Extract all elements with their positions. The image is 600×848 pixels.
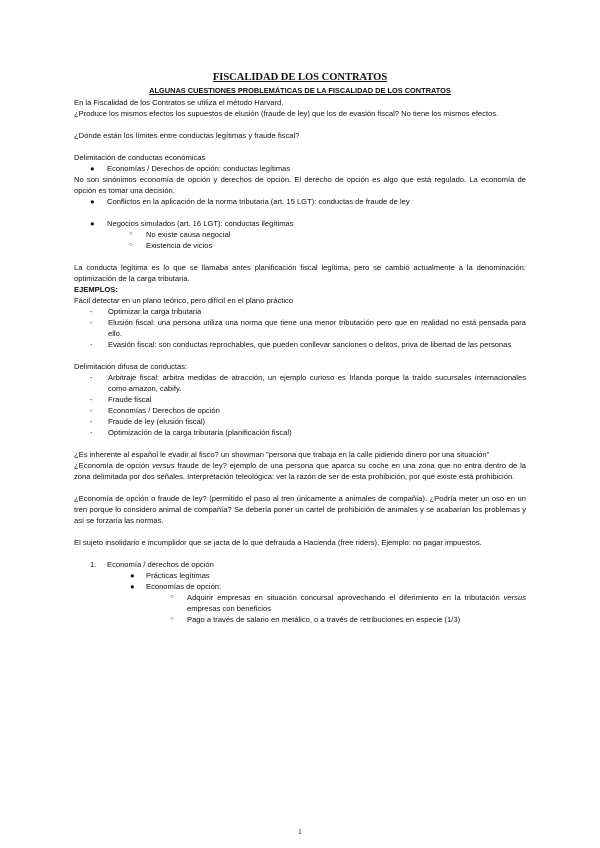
list-item-text: Optimización de la carga tributaria (planificación fiscal)	[108, 428, 292, 437]
list-item	[74, 592, 526, 614]
document-title: FISCALIDAD DE LOS CONTRATOS	[212, 72, 388, 83]
economies-text-a: Adquirir empresas en situación concursal aprovechando el diferimiento en la tributación	[187, 593, 504, 602]
list-item	[74, 306, 526, 317]
list-item-text: Economía / derechos de opción	[107, 560, 214, 569]
list-item-text: Economías de opción:	[146, 582, 222, 591]
economies-versus-italic: versus	[503, 593, 526, 602]
list-item	[74, 394, 526, 405]
list-item-text	[187, 593, 526, 613]
list-item-text: Fraude fiscal	[108, 395, 152, 404]
versus-italic: versus	[152, 461, 175, 470]
numbered-sub-list	[74, 570, 526, 592]
versus-paragraph	[74, 460, 526, 482]
list-item	[74, 427, 526, 438]
versus-text-b: fraude de ley? ejemplo de una persona que aparca su coche en una zona que no entra dentro de la zona delimitada por dos señales. Interpretación teleológica: ver la razón de ser de esta prohibición, por qué existe está prohibición.	[74, 461, 527, 481]
insolidario-paragraph: El sujeto insolidario e incumplidor que se jacta de lo que defrauda a Hacienda (free riders). Ejemplo: no pagar impuestos.	[74, 538, 482, 547]
dash-bullet-icon: -	[90, 406, 93, 415]
list-item-text: Economías / Derechos de opción: conductas legítimas	[107, 164, 291, 173]
legit-conduct-paragraph: La conducta legítima es lo que se llamaba antes planificación fiscal legítima, pero se cambió actualmente a la denominación: optimización de la carga tributaria.	[74, 263, 526, 283]
list-item	[74, 570, 526, 581]
list-item	[74, 240, 526, 251]
circle-bullet-icon: ○	[170, 594, 174, 600]
bullet-icon: ●	[130, 571, 135, 580]
list-item-text: Optimizar la carga tributaria	[108, 307, 202, 316]
examples-heading: EJEMPLOS:	[74, 285, 118, 294]
diffuse-heading: Delimitación difusa de conductas:	[74, 362, 188, 371]
list-item	[74, 163, 526, 174]
list-item	[74, 372, 526, 394]
showman-paragraph: ¿Es inherente al español le evadir al fisco? un showman "persona que trabaja en la calle pidiendo dinero por una situación"	[74, 450, 490, 459]
list-item	[74, 614, 526, 625]
dash-bullet-icon: -	[90, 307, 93, 316]
bullet-icon: ●	[90, 219, 95, 228]
examples-list	[74, 306, 526, 350]
dash-bullet-icon: -	[90, 340, 93, 349]
economies-list	[74, 592, 526, 625]
economies-text-b: empresas con beneficios	[187, 604, 271, 613]
list-item	[74, 317, 526, 339]
circle-bullet-icon: ○	[129, 242, 133, 248]
list-item	[74, 405, 526, 416]
circle-bullet-icon: ○	[129, 231, 133, 237]
dash-bullet-icon: -	[90, 428, 93, 437]
list-item	[74, 218, 526, 229]
document-subtitle: ALGUNAS CUESTIONES PROBLEMÁTICAS DE LA FISCALIDAD DE LOS CONTRATOS	[149, 86, 451, 95]
dash-bullet-icon: -	[90, 373, 93, 382]
conflicts-list	[74, 196, 526, 207]
list-item	[74, 559, 526, 570]
list-item	[74, 196, 526, 207]
examples-intro: Fácil detectar en un plano teórico, pero difícil en el plano práctico	[74, 296, 294, 305]
dash-bullet-icon: -	[90, 395, 93, 404]
list-item-text: Negocios simulados (art. 16 LGT): conductas ilegítimas	[107, 219, 294, 228]
list-item	[74, 581, 526, 592]
list-item-text: Economías / Derechos de opción	[108, 406, 220, 415]
document-body	[74, 72, 526, 625]
dash-bullet-icon: -	[90, 417, 93, 426]
question-limits: ¿Dónde están los límites entre conductas legítimas y fraude fiscal?	[74, 131, 300, 140]
list-item-text: Fraude de ley (elusión fiscal)	[108, 417, 206, 426]
simulated-list	[74, 218, 526, 229]
list-item-text: Evasión fiscal: son conductas reprochables, que pueden conllevar sanciones o delitos, priva de libertad de las personas	[108, 340, 512, 349]
list-item-text: Existencia de vicios	[146, 241, 213, 250]
delimitation-list	[74, 163, 526, 174]
list-item	[74, 339, 526, 350]
bullet-icon: ●	[90, 197, 95, 206]
question-elusion-evasion: ¿Produce los mismos efectos los supuestos de elusión (fraude de ley) que los de evasión fiscal? No tiene los mismos efectos.	[74, 109, 499, 118]
simulated-sub-list	[74, 229, 526, 251]
list-item-text: Conflictos en la aplicación de la norma tributaria (art. 15 LGT): conductas de fraude de ley	[107, 197, 410, 206]
bullet-icon: ●	[90, 164, 95, 173]
delimitation-note: No son sinónimos economía de opción y derechos de opción. El derecho de opción es algo que está regulado. La economía de opción es tomar una decisión.	[74, 175, 526, 195]
dash-bullet-icon: -	[90, 318, 93, 327]
list-item-text: Pago a través de salario en metálico, o a través de retribuciones en especie (1/3)	[187, 615, 461, 624]
list-item-text: Arbitraje fiscal: arbitra medidas de atracción, un ejemplo curioso es Irlanda porque la traído sucursales internacionales como amazon, cabify.	[108, 373, 526, 393]
circle-bullet-icon: ○	[170, 616, 174, 622]
list-item	[74, 229, 526, 240]
oso-paragraph: ¿Economía de opción o fraude de ley? (permitido el paso al tren únicamente a animales de compañía). ¿Podría meter un oso en un tren porque lo considero animal de compañía? Se debería poner un cartel de prohibición de animales y se acabarían los problemas y así se forzaría las normas.	[74, 494, 526, 525]
delimitation-heading: Delimitación de conductas económicas	[74, 153, 206, 162]
list-item-text: Elusión fiscal: una persona utiliza una norma que tiene una menor tributación pero que en realidad no está pensada para ello.	[108, 318, 526, 338]
bullet-icon: ●	[130, 582, 135, 591]
versus-text-a: ¿Economía de opción	[74, 461, 153, 470]
list-item-text: Prácticas legítimas	[146, 571, 210, 580]
list-item-text: No existe causa negocial	[146, 230, 231, 239]
diffuse-list	[74, 372, 526, 438]
intro-line: En la Fiscalidad de los Contratos se utiliza el método Harvard.	[74, 98, 284, 107]
page-number: 1	[298, 829, 302, 836]
numbered-list	[74, 559, 526, 570]
list-item	[74, 416, 526, 427]
list-number: 1.	[90, 560, 97, 569]
